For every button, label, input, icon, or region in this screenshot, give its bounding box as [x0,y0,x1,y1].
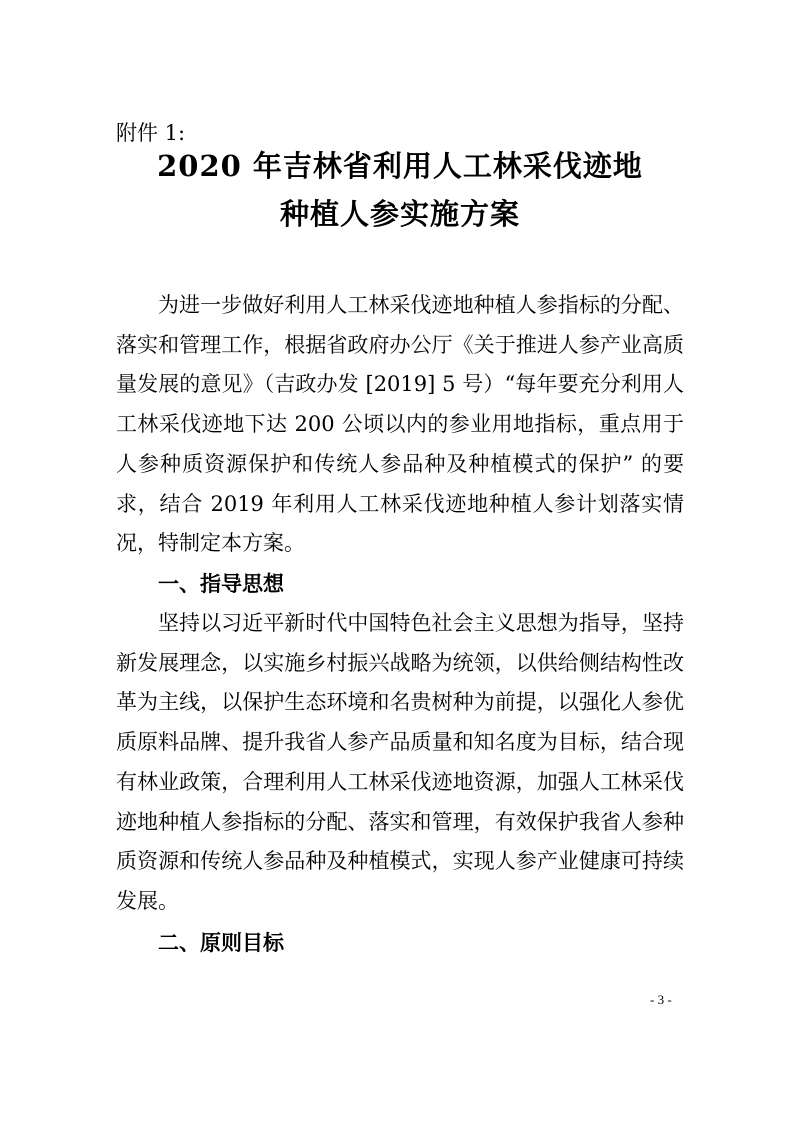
section-heading-principles-goals: 二、原则目标 [158,931,284,955]
page-number: - 3 - [650,992,672,1007]
section-heading-guiding-thought: 一、指导思想 [158,572,284,596]
guiding-thought-paragraph: 坚持以习近平新时代中国特色社会主义思想为指导，坚持新发展理念，以实施乡村振兴战略为统领，以供给侧结构性改革为主线，以保护生态环境和名贵树种为前提，以强化人参优质原料品牌、提升我省人参产品质量和知名度为目标，结合现有林业政策，合理利用人工林采伐迹地资源，加强人工林采伐迹地种植人参指标的分配、落实和管理，有效保护我省人参种质资源和传统人参品种及种植模式，实现人参产业健康可持续发展。 [116,611,684,913]
document-title-line-2: 种植人参实施方案 [279,197,520,231]
document-title-line-1: 2020 年吉林省利用人工林采伐迹地 [157,149,643,183]
intro-paragraph: 为进一步做好利用人工林采伐迹地种植人参指标的分配、落实和管理工作，根据省政府办公厅《关于推进人参产业高质量发展的意见》（吉政办发 [2019] 5 号）“每年要充分利用人工林采伐迹地下达 200 公顷以内的参业用地指标，重点用于人参种质资源保护和传统人参品种及种植模式的保护” 的要求，结合 2019 年利用人工林采伐迹地种植人参计划落实情况，特制定本方案。 [116,293,684,556]
attachment-label: 附件 1: [116,121,186,145]
